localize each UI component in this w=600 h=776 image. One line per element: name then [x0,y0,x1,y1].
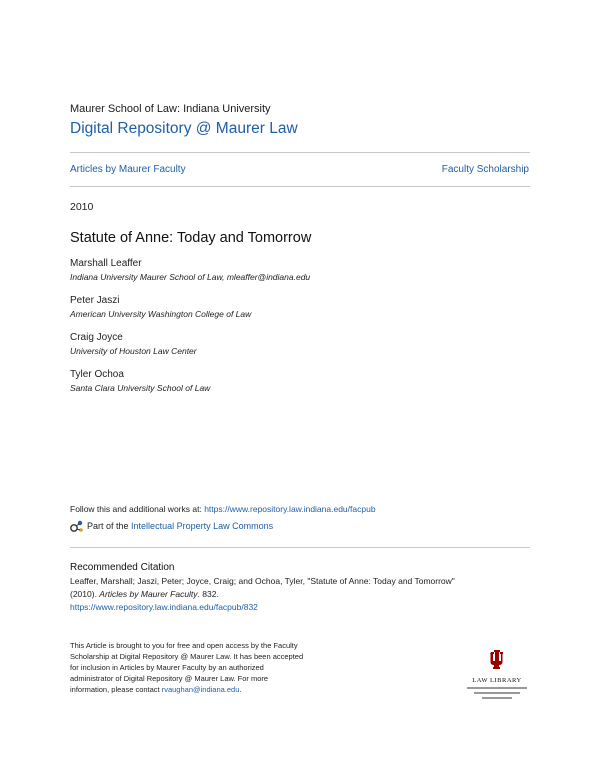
citation-body [70,575,455,614]
citation-pages: . 832. [197,589,219,599]
logo-fine-print [482,697,512,699]
citation-line [70,601,455,614]
article-title: Statute of Anne: Today and Tomorrow [70,230,312,246]
author-name: Tyler Ochoa [70,369,124,380]
citation-line [70,588,455,601]
divider-top [70,152,530,153]
divider-citation [70,547,530,548]
notice-text: This Article is brought to you for free and open access by the Faculty Scholarship at Digital Repository @ Maurer Law. It has been accepted for inclusion in Articles by Maurer Faculty by an authorized administrator of Digital Repository @ Maurer Law. For more information, please contact [70,641,304,694]
part-of-prefix: Part of the [87,521,129,531]
citation-series: Articles by Maurer Faculty [99,589,198,599]
author-name: Marshall Leaffer [70,258,142,269]
author-affiliation: Indiana University Maurer School of Law, mleaffer@indiana.edu [70,272,311,282]
logo-fine-print [474,692,520,694]
citation-line: Leaffer, Marshall; Jaszi, Peter; Joyce, Craig; and Ochoa, Tyler, "Statute of Anne: Today and Tomorrow" [70,576,455,586]
access-notice [70,640,305,695]
logo-text: LAW LIBRARY [472,677,522,684]
repository-title-link[interactable]: Digital Repository @ Maurer Law [70,120,298,137]
articles-by-faculty-link[interactable]: Articles by Maurer Faculty [70,164,186,175]
citation-heading: Recommended Citation [70,562,175,573]
author-affiliation: University of Houston Law Center [70,346,197,356]
author-affiliation: Santa Clara University School of Law [70,383,211,393]
contact-email-link[interactable]: rvaughan@indiana.edu [161,685,240,694]
part-of-line [70,519,273,533]
facpub-url-link[interactable]: https://www.repository.law.indiana.edu/facpub [204,504,376,514]
author-name: Craig Joyce [70,332,123,343]
author-affiliation: American University Washington College of Law [70,309,252,319]
follow-prefix: Follow this and additional works at: [70,504,205,514]
iu-trident-icon [489,650,505,670]
citation-url-link[interactable]: https://www.repository.law.indiana.edu/facpub/832 [70,602,258,612]
citation-year: (2010). [70,589,100,599]
author-name: Peter Jaszi [70,295,120,306]
law-library-logo [462,650,532,699]
follow-line [70,504,376,514]
network-icon [70,519,84,533]
divider-nav [70,186,530,187]
logo-fine-print [467,687,527,689]
institution-name: Maurer School of Law: Indiana University [70,103,271,115]
publication-year: 2010 [70,201,94,213]
faculty-scholarship-link[interactable]: Faculty Scholarship [441,164,529,175]
ip-law-commons-link[interactable]: Intellectual Property Law Commons [131,521,274,531]
notice-suffix: . [239,685,242,694]
